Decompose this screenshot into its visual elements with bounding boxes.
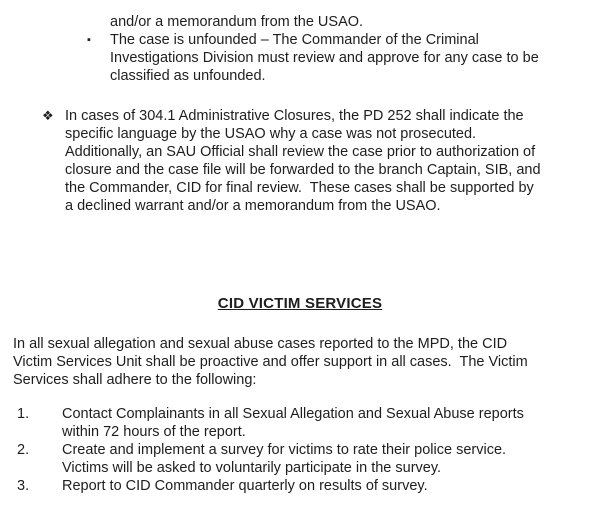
text-line: Victims will be asked to voluntarily participate in the survey. [62,460,442,476]
list-item-number: 2. [17,442,30,458]
section-heading-cid-victim-services: CID VICTIM SERVICES [217,295,383,312]
text-line: Additionally, an SAU Official shall review the case prior to authorization of [65,144,536,160]
list-item-number: 3. [17,478,30,494]
text-line: closure and the case file will be forwarded to the branch Captain, SIB, and [65,162,541,178]
admin-closure-bullet-item [42,107,600,215]
text-line: In all sexual allegation and sexual abuse cases reported to the MPD, the CID [13,336,508,352]
text-line: In cases of 304.1 Administrative Closures, the PD 252 shall indicate the [65,108,524,124]
text-line: Victim Services Unit shall be proactive and offer support in all cases. The Victim [13,354,528,370]
square-bullet-icon: ▪ [87,34,91,46]
text-line: classified as unfounded. [110,68,266,84]
victim-services-numbered-list [0,405,600,495]
text-line: and/or a memorandum from the USAO. [110,14,364,30]
text-line: the Commander, CID for final review. These cases shall be supported by [65,180,534,196]
text-line: specific language by the USAO why a case was not prosecuted. [65,126,477,142]
list-item [17,441,600,477]
list-item [17,405,600,441]
continuation-line [110,13,600,31]
text-line: The case is unfounded – The Commander of the Criminal [110,32,479,48]
text-line: Create and implement a survey for victims to rate their police service. [62,442,507,458]
text-line: Report to CID Commander quarterly on results of survey. [62,478,428,494]
unfounded-bullet-item [87,31,600,85]
list-item-number: 1. [17,406,30,422]
diamond-bullet-icon: ❖ [42,108,54,123]
list-item [17,477,600,495]
text-line: Investigations Division must review and approve for any case to be [110,50,539,66]
text-line: within 72 hours of the report. [62,424,246,440]
text-line: Services shall adhere to the following: [13,372,257,388]
text-line: Contact Complainants in all Sexual Allegation and Sexual Abuse reports [62,406,524,422]
text-line: a declined warrant and/or a memorandum from the USAO. [65,198,441,214]
victim-services-intro-paragraph [13,335,600,389]
